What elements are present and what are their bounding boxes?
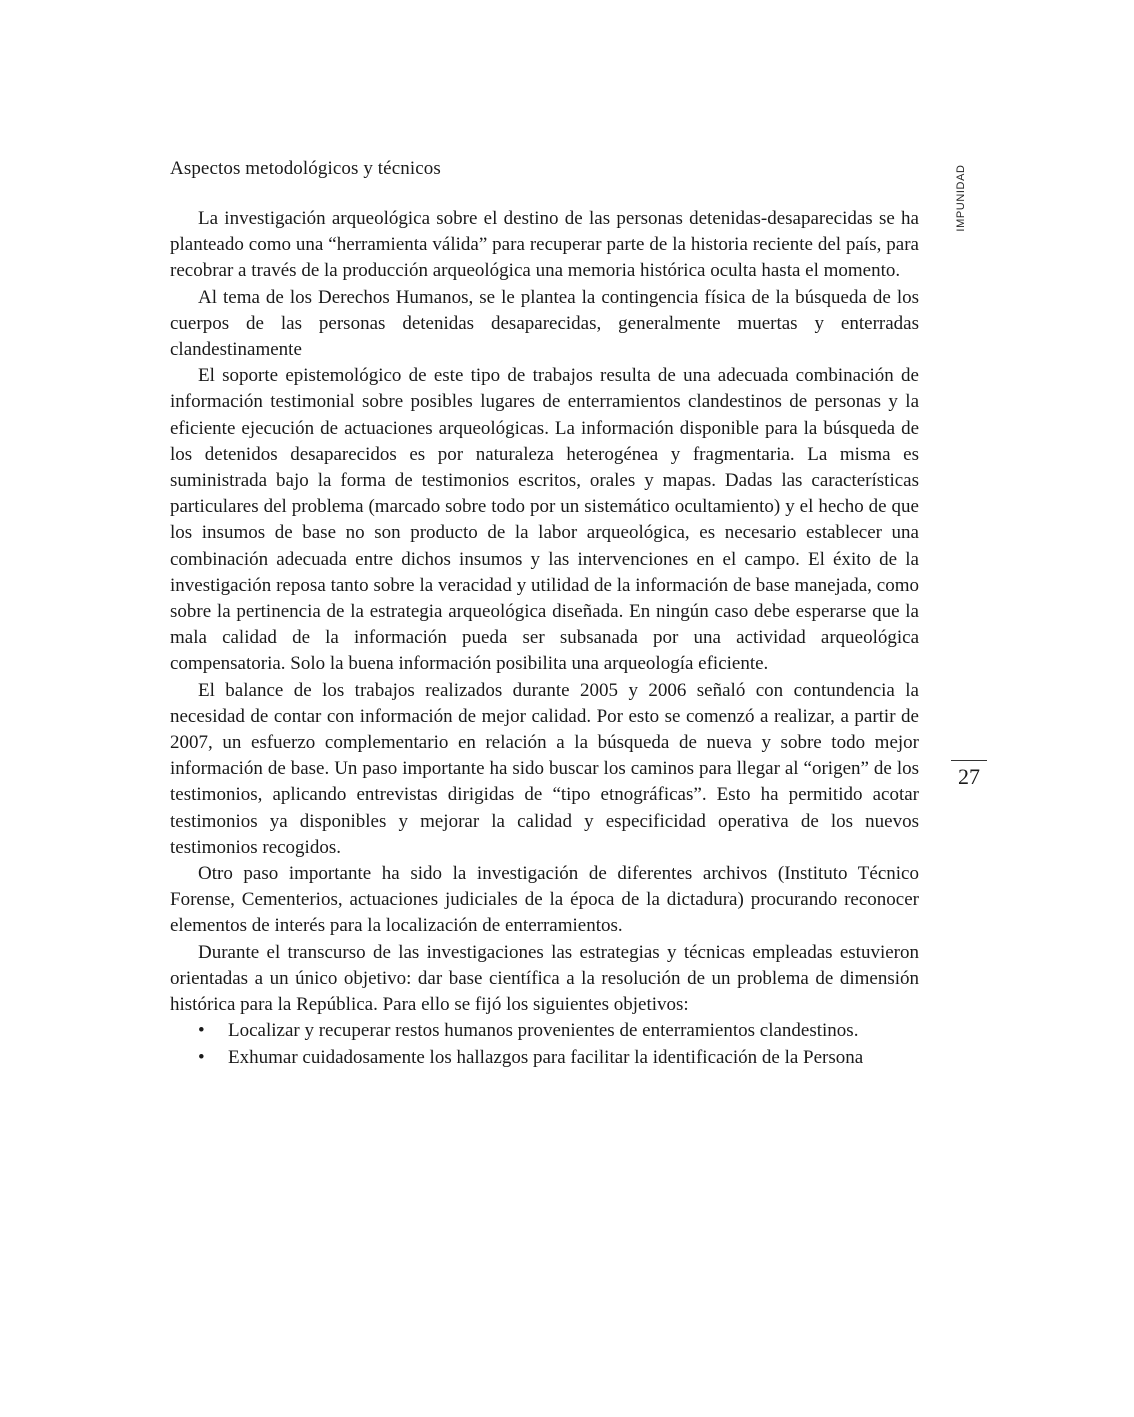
list-item-text: Exhumar cuidadosamente los hallazgos para facilitar la identificación de la Persona bbox=[228, 1046, 864, 1068]
bullet-marker: • bbox=[198, 1020, 205, 1042]
list-item-text: Localizar y recuperar restos humanos provenientes de enterramientos clandestinos. bbox=[228, 1020, 859, 1042]
paragraph: El soporte epistemológico de este tipo de trabajos resulta de una adecuada combinación de información testimonial sobre posibles lugares de enterramientos clandestinos de personas y la eficiente ejecución de actuaciones arqueológicas. La información disponible para la búsqueda de los detenidos desaparecidos es por naturaleza heterogénea y fragmentaria. La misma es suministrada bajo la forma de testimonios escritos, orales y mapas. Dadas las características particulares del problema (marcado sobre todo por un sistemático ocultamiento) y el hecho de que los insumos de base no son producto de la labor arqueológica, es necesario establecer una combinación adecuada entre dichos insumos y las intervenciones en el campo. El éxito de la investigación reposa tanto sobre la veracidad y utilidad de la información de base manejada, como sobre la pertinencia de la estrategia arqueológica diseñada. En ningún caso debe esperarse que la mala calidad de la información pueda ser subsanada por una actividad arqueológica compensatoria. Solo la buena información posibilita una arqueología eficiente. bbox=[170, 365, 919, 675]
paragraph: Otro paso importante ha sido la investigación de diferentes archivos (Instituto Técnico Forense, Cementerios, actuaciones judiciales de la época de la dictadura) procurando reconocer elementos de interés para la localización de enterramientos. bbox=[170, 863, 919, 937]
bullet-marker: • bbox=[198, 1046, 205, 1068]
list-item bbox=[170, 1018, 919, 1044]
running-header-label bbox=[953, 160, 969, 236]
objectives-list bbox=[170, 1018, 919, 1070]
paragraph: El balance de los trabajos realizados durante 2005 y 2006 señaló con contundencia la necesidad de contar con información de mejor calidad. Por esto se comenzó a realizar, a partir de 2007, un esfuerzo complementario en relación a la búsqueda de nueva y sobre todo mejor información de base. Un paso importante ha sido buscar los caminos para llegar al “origen” de los testimonios, aplicando entrevistas dirigidas de “tipo etnográficas”. Esto ha permitido acotar testimonios ya disponibles y mejorar la calidad y especificidad operativa de los nuevos testimonios recogidos. bbox=[170, 679, 919, 858]
section-title: Aspectos metodológicos y técnicos bbox=[170, 158, 441, 179]
paragraph: Al tema de los Derechos Humanos, se le plantea la contingencia física de la búsqueda de los cuerpos de las personas detenidas desaparecidas, generalmente muertas y enterradas clandestinamente bbox=[170, 286, 919, 361]
list-item bbox=[170, 1045, 919, 1071]
page-number: 27 bbox=[958, 764, 980, 789]
paragraph: Durante el transcurso de las investigaciones las estrategias y técnicas empleadas estuvieron orientadas a un único objetivo: dar base científica a la resolución de un problema de dimensión histórica para la República. Para ello se fijó los siguientes objetivos: bbox=[170, 941, 919, 1016]
paragraph: La investigación arqueológica sobre el destino de las personas detenidas-desaparecidas se ha planteado como una “herramienta válida” para recuperar parte de la historia reciente del país, para recobrar a través de la producción arqueológica una memoria histórica oculta hasta el momento. bbox=[170, 208, 919, 282]
body-text bbox=[170, 206, 919, 1018]
page-content bbox=[170, 156, 919, 1071]
page-number-rule bbox=[951, 760, 987, 761]
running-header-text: IMPUNIDAD bbox=[955, 164, 967, 232]
